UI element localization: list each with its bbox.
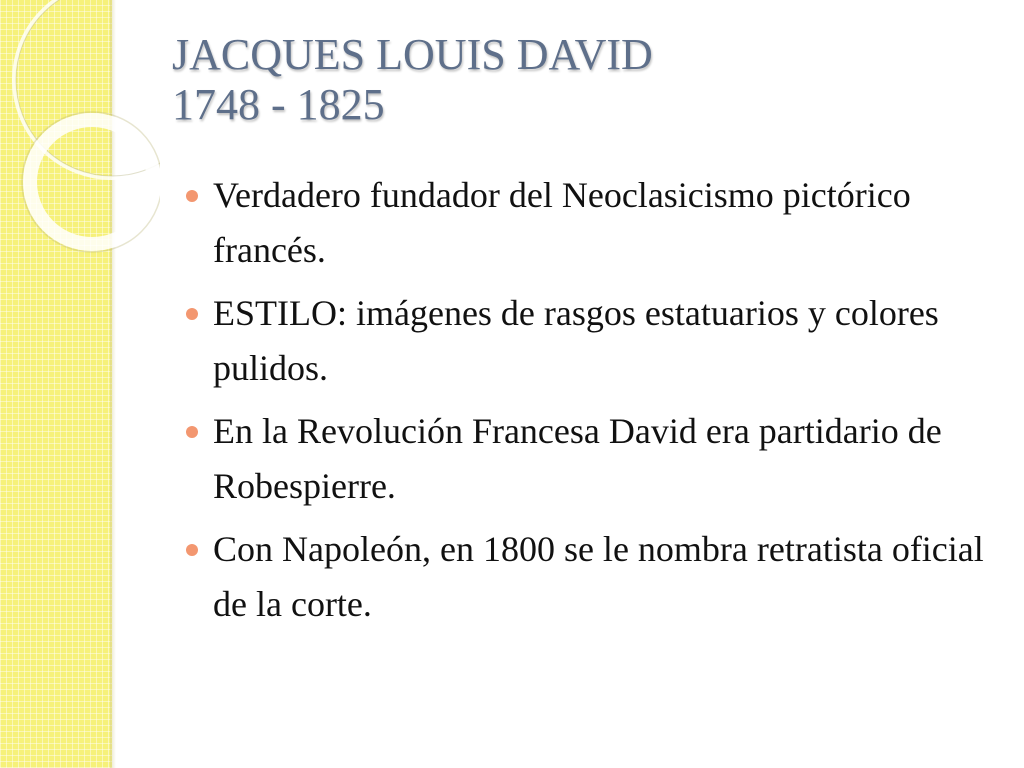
- decorative-circles-icon: [0, 0, 160, 260]
- bullet-item: [186, 404, 1006, 514]
- bullet-text: ESTILO: imágenes de rasgos estatuarios y colores pulidos.: [213, 293, 939, 388]
- bullet-dot-icon: [186, 308, 198, 320]
- bullet-item: [186, 168, 1006, 278]
- title-name: JACQUES LOUIS DAVID: [172, 30, 653, 79]
- bullet-dot-icon: [186, 426, 198, 438]
- slide-title: [172, 30, 653, 130]
- bullet-text: Con Napoleón, en 1800 se le nombra retratista oficial de la corte.: [213, 529, 984, 624]
- bullet-text: En la Revolución Francesa David era partidario de Robespierre.: [213, 411, 942, 506]
- bullet-item: [186, 286, 1006, 396]
- bullet-text: Verdadero fundador del Neoclasicismo pictórico francés.: [213, 175, 911, 270]
- title-dates: 1748 - 1825: [172, 80, 385, 129]
- bullet-dot-icon: [186, 190, 198, 202]
- bullet-dot-icon: [186, 544, 198, 556]
- bullet-item: [186, 522, 1006, 632]
- bullet-list: [186, 168, 1006, 640]
